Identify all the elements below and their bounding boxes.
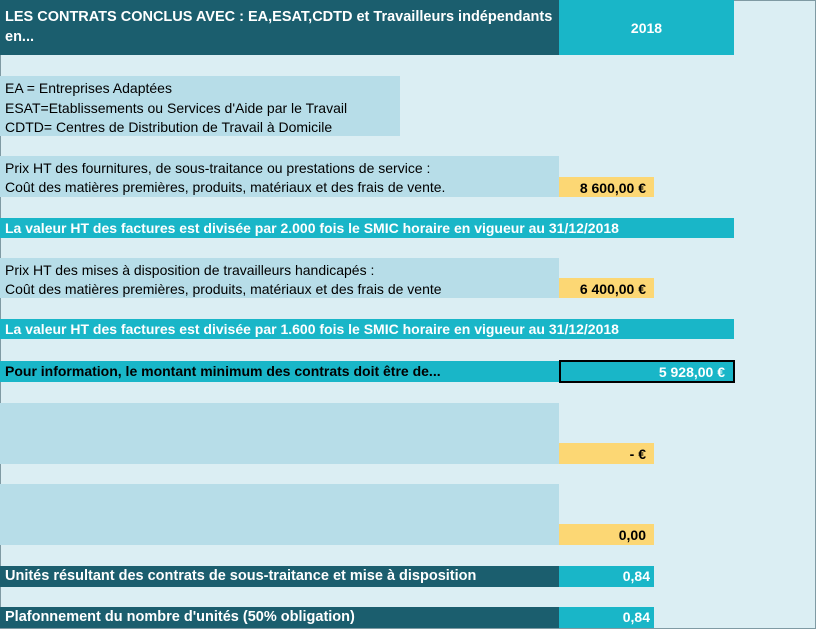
rule-1600-banner: La valeur HT des factures est divisée par 1.600 fois le SMIC horaire en vigueur au 31/12/2018	[0, 319, 734, 339]
information-label: Pour information, le montant minimum des contrats doit être de...	[0, 361, 559, 382]
block-b-value-cell[interactable]: 0,00	[559, 524, 654, 545]
rule-2000-banner: La valeur HT des factures est divisée par 2.000 fois le SMIC horaire en vigueur au 31/12/2018	[0, 218, 734, 238]
block-a-label	[0, 403, 559, 464]
information-value-cell[interactable]: 5 928,00 €	[559, 360, 735, 383]
fournitures-label-block	[0, 156, 559, 197]
year-cell[interactable]: 2018	[559, 0, 734, 55]
mise-a-dispo-label-line1: Prix HT des mises à disposition de travailleurs handicapés :	[5, 262, 375, 278]
fournitures-label-line1: Prix HT des fournitures, de sous-traitance ou prestations de service :	[5, 160, 431, 176]
legend-esat: ESAT=Etablissements ou Services d'Aide par le Travail	[5, 99, 348, 116]
legend-ea: EA = Entreprises Adaptées	[5, 80, 172, 96]
section-title: LES CONTRATS CONCLUS AVEC : EA,ESAT,CDTD et Travailleurs indépendants en...	[0, 0, 559, 55]
mise-a-dispo-label-block	[0, 258, 559, 298]
mise-a-dispo-label-line2: Coût des matières premières, produits, matériaux et des frais de vente	[5, 281, 442, 297]
unites-value-cell[interactable]: 0,84	[559, 566, 654, 587]
fournitures-label-line2: Coût des matières premières, produits, matériaux et des frais de vente.	[5, 179, 446, 195]
plafond-value-cell[interactable]: 0,84	[559, 607, 654, 628]
mise-a-dispo-value-cell[interactable]: 6 400,00 €	[559, 278, 654, 298]
block-a-value-cell[interactable]: - €	[559, 443, 654, 464]
legend-cdtd: CDTD= Centres de Distribution de Travail à Domicile	[5, 119, 333, 135]
plafond-label: Plafonnement du nombre d'unités (50% obligation)	[0, 607, 559, 628]
unites-label: Unités résultant des contrats de sous-traitance et mise à disposition	[0, 566, 559, 587]
block-b-label	[0, 484, 559, 545]
fournitures-value-cell[interactable]: 8 600,00 €	[559, 177, 654, 197]
acronym-legend	[0, 76, 400, 136]
